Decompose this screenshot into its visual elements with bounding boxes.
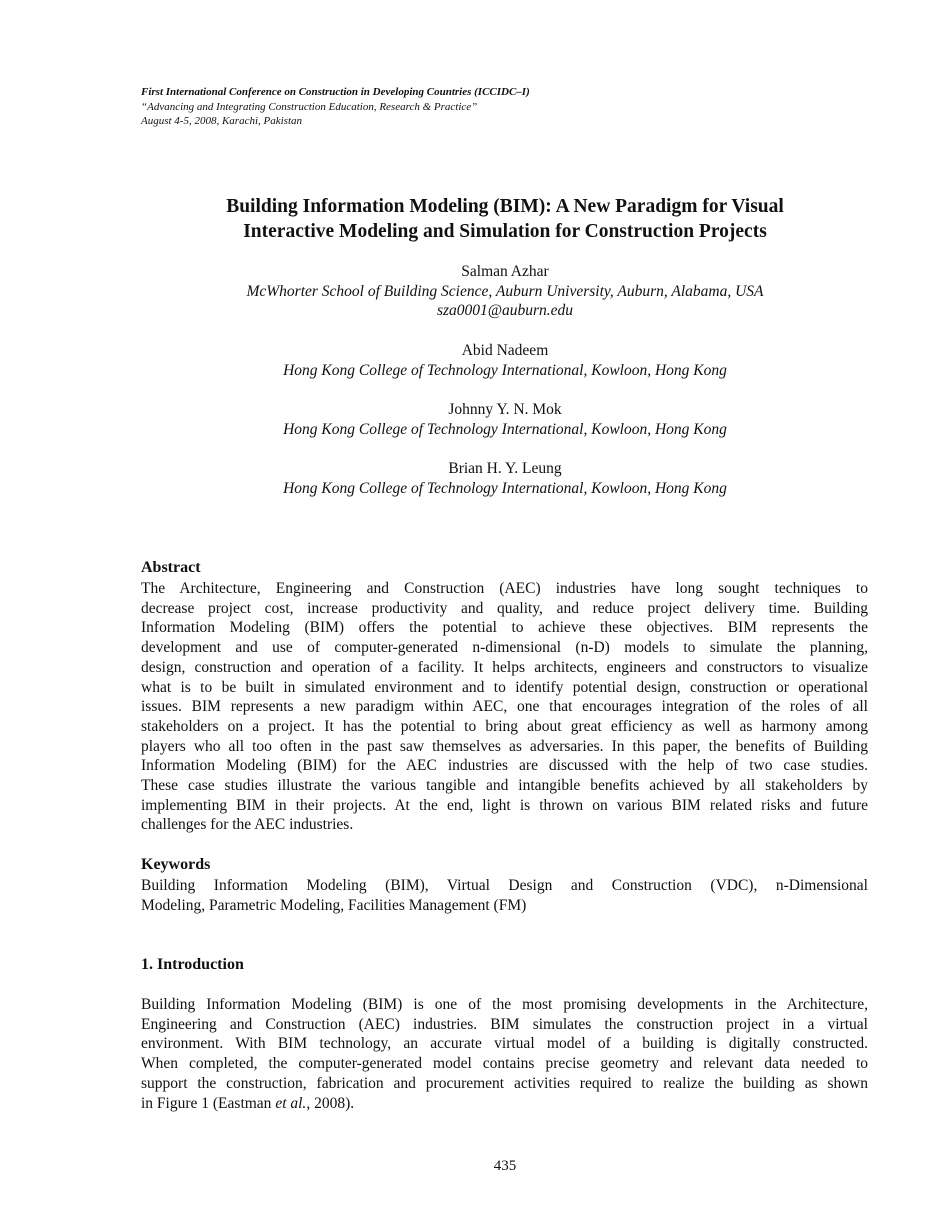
citation-etal: et al. [275,1094,307,1112]
text-fragment: in Figure 1 (Eastman [141,1094,276,1112]
text-line: Modeling, Parametric Modeling, Facilities Management (FM) [141,896,527,914]
author-affiliation: Hong Kong College of Technology International, Kowloon, Hong Kong [283,479,727,497]
text-line: implementing BIM in their projects. At the end, light is thrown on various BIM related risks and future [141,796,868,814]
text-line: Information Modeling (BIM) for the AEC industries are discussed with the help of two case studies. [141,757,868,775]
text-line: When completed, the computer-generated model contains precise geometry and relevant data needed to [141,1055,868,1073]
text-line: Information Modeling (BIM) offers the potential to achieve these objectives. BIM represents the [141,619,868,637]
author-affiliation: Hong Kong College of Technology International, Kowloon, Hong Kong [283,420,727,438]
abstract-body [141,579,868,835]
text-line: issues. BIM represents a new paradigm within AEC, one that encourages integration of the roles of all [141,698,868,716]
author-block [0,459,952,498]
text-line: design, construction and operation of a facility. It helps architects, engineers and constructors to visualize [141,658,868,676]
author-block [0,262,952,321]
conference-theme: “Advancing and Integrating Construction Education, Research & Practice” [141,100,478,113]
author-affiliation: McWhorter School of Building Science, Auburn University, Auburn, Alabama, USA [246,282,764,300]
abstract-heading: Abstract [141,559,201,576]
title-line: Interactive Modeling and Simulation for Construction Projects [243,221,767,242]
conference-name: First International Conference on Construction in Developing Countries (ICCIDC–I) [141,86,530,98]
text-line: support the construction, fabrication and procurement activities required to realize the building as shown [141,1074,868,1092]
author-block [0,341,952,380]
text-line: environment. With BIM technology, an accurate virtual model of a building is digitally constructed. [141,1035,868,1053]
keywords-body [141,876,868,915]
text-line: decrease project cost, increase productivity and quality, and reduce project delivery time. Building [141,599,868,617]
author-name: Brian H. Y. Leung [448,460,562,477]
author-block [0,400,952,439]
author-affiliation: Hong Kong College of Technology International, Kowloon, Hong Kong [283,361,727,379]
text-line [141,1094,868,1114]
text-line: what is to be built in simulated environment and to identify potential design, construction or operational [141,678,868,696]
page-number: 435 [493,1158,517,1174]
author-name: Salman Azhar [461,263,549,280]
paper-title [0,194,952,244]
introduction-heading: 1. Introduction [141,956,244,973]
text-line: Building Information Modeling (BIM), Virtual Design and Construction (VDC), n-Dimensional [141,877,868,894]
text-fragment: , 2008). [306,1094,355,1112]
author-name: Johnny Y. N. Mok [448,401,562,418]
text-line: Building Information Modeling (BIM) is one of the most promising developments in the Architecture, [141,996,868,1013]
text-line: stakeholders on a project. It has the potential to bring about great efficiency as well as harmony among [141,717,868,735]
author-email[interactable]: sza0001@auburn.edu [436,302,574,320]
text-line: players who all too often in the past saw themselves as adversaries. In this paper, the benefits of Building [141,737,868,755]
title-line: Building Information Modeling (BIM): A New Paradigm for Visual [226,196,784,217]
running-header [141,85,530,129]
conference-date-place: August 4-5, 2008, Karachi, Pakistan [141,115,303,128]
text-line: Engineering and Construction (AEC) industries. BIM simulates the construction project in a virtual [141,1015,868,1033]
text-line: development and use of computer-generated n-dimensional (n-D) models to simulate the planning, [141,639,868,657]
text-line: challenges for the AEC industries. [141,816,354,834]
keywords-heading: Keywords [141,856,211,873]
author-name: Abid Nadeem [461,342,549,359]
text-line: These case studies illustrate the various tangible and intangible benefits achieved by all stakeholders by [141,777,868,795]
introduction-body [141,995,868,1113]
text-line: The Architecture, Engineering and Construction (AEC) industries have long sought techniques to [141,580,868,597]
